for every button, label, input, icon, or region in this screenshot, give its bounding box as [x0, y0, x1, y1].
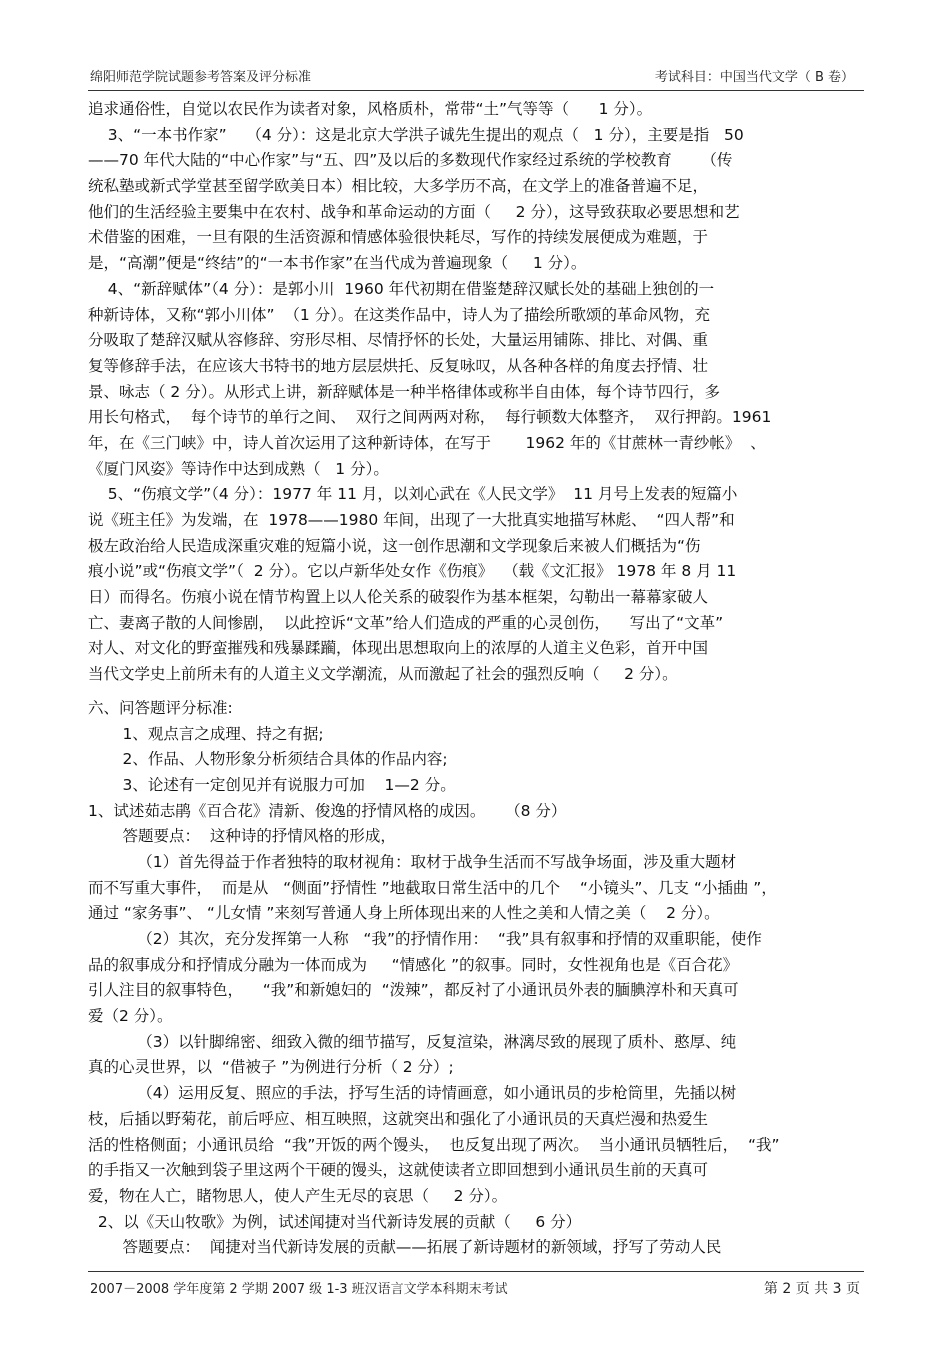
text-line: 复等修辞手法，在应该大书特书的地方层层烘托、反复咏叹，从各种各样的角度去抒情、壮 — [88, 356, 709, 375]
text-line: 5、“伤痕文学”（4 分）：1977 年 11 月，以刘心武在《人民文学》 11 月号上发表的短篇小 — [88, 485, 738, 504]
text-line: 痕小说”或“伤痕文学”（ 2 分）。它以卢新华处女作《伤痕》 （载《文汇报》 1978 年 8 月 11 — [88, 562, 737, 581]
text-line: 2、作品、人物形象分析须结合具体的作品内容; — [88, 750, 448, 769]
text-line: 爱，物在人亡，睹物思人，使人产生无尽的哀思（ 2 分）。 — [88, 1186, 508, 1205]
text-line: 分吸取了楚辞汉赋从容修辞、穷形尽相、尽情抒怀的长处，大量运用铺陈、排比、对偶、重 — [88, 331, 709, 350]
text-line: 当代文学史上前所未有的人道主义文学潮流，从而激起了社会的强烈反响（ 2 分）。 — [88, 665, 678, 684]
text-line: 3、“一本书作家” （4 分）：这是北京大学洪子诚先生提出的观点（ 1 分），主要是指 50 — [88, 125, 744, 144]
essay-answers — [88, 799, 864, 1261]
text-line: 种新诗体，又称“郭小川体” （1 分）。在这类作品中，诗人为了描绘所歌颂的革命风物，充 — [88, 305, 710, 324]
text-line: 他们的生活经验主要集中在农村、战争和革命运动的方面（ 2 分），这导致获取必要思想和艺 — [88, 202, 740, 221]
header-rule — [88, 90, 864, 91]
answer-body — [88, 97, 864, 1261]
text-line: ——70 年代大陆的“中心作家”与“五、四”及以后的多数现代作家经过系统的学校教育 （传 — [88, 151, 733, 170]
text-line: 爱（2 分）。 — [88, 1007, 173, 1026]
footer-exam-info: 2007－2008 学年度第 2 学期 2007 级 1-3 班汉语言文学本科期末考试 — [90, 1282, 508, 1297]
text-line: （3）以针脚绵密、细致入微的细节描写，反复渲染，淋漓尽致的展现了质朴、憨厚、纯 — [88, 1032, 737, 1051]
text-line: 景、咏志（ 2 分）。从形式上讲，新辞赋体是一种半格律体或称半自由体，每个诗节四行，多 — [88, 382, 720, 401]
text-line: （1）首先得益于作者独特的取材视角：取材于战争生活而不写战争场面，涉及重大题材 — [88, 852, 737, 871]
text-line: 六、问答题评分标准: — [88, 698, 233, 717]
text-line: 对人、对文化的野蛮摧残和残暴蹂躏，体现出思想取向上的浓厚的人道主义色彩，首开中国 — [88, 639, 709, 658]
text-line: 1、观点言之成理、持之有据; — [88, 724, 324, 743]
text-line: 答题要点： 这种诗的抒情风格的形成， — [88, 827, 396, 846]
text-line: 4、“新辞赋体”（4 分）：是郭小川 1960 年代初期在借鉴楚辞汉赋长处的基础上独创的一 — [88, 279, 715, 298]
text-line: 术借鉴的困难，一旦有限的生活资源和情感体验很快耗尽，写作的持续发展便成为难题，于 — [88, 228, 709, 247]
text-line: 《厦门风姿》等诗作中达到成熟（ 1 分）。 — [88, 459, 389, 478]
header-subject: 考试科目：中国当代文学（ B 卷） — [654, 70, 854, 85]
text-line: 是，“高潮”便是“终结”的“一本书作家”在当代成为普遍现象（ 1 分）。 — [88, 254, 587, 273]
footer-page-number: 第 2 页 共 3 页 — [763, 1281, 860, 1297]
text-line: 用长句格式， 每个诗节的单行之间、 双行之间两两对称， 每行顿数大体整齐， 双行押韵。1961 — [88, 408, 772, 427]
text-line: 年，在《三门峡》中，诗人首次运用了这种新诗体，在写于 1962 年的《甘蔗林一青纱帐》 、 — [88, 433, 766, 452]
text-line: 而不写重大事件， 而是从 “侧面”抒情性 ”地截取日常生活中的几个 “小镜头”、几支 “小插曲 ”， — [88, 878, 777, 897]
text-line: 日）而得名。伤痕小说在情节构置上以人伦关系的破裂作为基本框架，勾勒出一幕幕家破人 — [88, 588, 709, 607]
text-line: 通过 “家务事”、 “儿女情 ”来刻写普通人身上所体现出来的人性之美和人情之美（ 2 分）。 — [88, 904, 720, 923]
text-line: （4）运用反复、照应的手法，抒写生活的诗情画意，如小通讯员的步枪筒里，先插以树 — [88, 1084, 737, 1103]
text-line: 追求通俗性，自觉以农民作为读者对象，风格质朴，常带“土”气等等（ 1 分）。 — [88, 100, 653, 118]
header-school-title: 绵阳师范学院试题参考答案及评分标准 — [90, 70, 312, 85]
text-line: 说《班主任》为发端，在 1978——1980 年间，出现了一大批真实地描写林彪、 “四人帮”和 — [88, 511, 735, 529]
essay-grading-criteria — [88, 696, 864, 799]
text-line: 2、以《天山牧歌》为例，试述闻捷对当代新诗发展的贡献（ 6 分） — [88, 1212, 582, 1231]
text-line: 亡、妻离子散的人间惨剧， 以此控诉“文革”给人们造成的严重的心灵创伤， 写出了“文革” — [88, 613, 724, 632]
text-line: （2）其次，充分发挥第一人称 “我”的抒情作用： “我”具有叙事和抒情的双重职能，使作 — [88, 930, 762, 948]
text-line: 枝，后插以野菊花，前后呼应、相互映照，这就突出和强化了小通讯员的天真烂漫和热爱生 — [88, 1109, 709, 1128]
text-line: 3、论述有一定创见并有说服力可加 1—2 分。 — [88, 775, 456, 794]
text-line: 引人注目的叙事特色， “我”和新媳妇的 “泼辣”，都反衬了小通讯员外表的腼腆淳朴和天真可 — [88, 981, 739, 1000]
term-explanations — [88, 97, 864, 688]
text-line: 1、试述茹志鹃《百合花》清新、俊逸的抒情风格的成因。 （8 分） — [88, 801, 567, 820]
text-line: 真的心灵世界，以 “借被子 ”为例进行分析（ 2 分）; — [88, 1058, 454, 1077]
text-line: 答题要点： 闻捷对当代新诗发展的贡献——拓展了新诗题材的新领域，抒写了劳动人民 — [88, 1238, 722, 1257]
text-line: 统私塾或新式学堂甚至留学欧美日本）相比较，大多学历不高，在文学上的准备普遍不足， — [88, 177, 709, 196]
text-line: 极左政治给人民造成深重灾难的短篇小说，这一创作思潮和文学现象后来被人们概括为“伤 — [88, 536, 701, 555]
text-line: 的手指又一次触到袋子里这两个干硬的馒头，这就使读者立即回想到小通讯员生前的天真可 — [88, 1161, 709, 1180]
footer-rule — [88, 1271, 864, 1272]
text-line: 品的叙事成分和抒情成分融为一体而成为 “情感化 ”的叙事。同时，女性视角也是《百合花》 — [88, 955, 739, 974]
text-line: 活的性格侧面；小通讯员给 “我”开饭的两个馒头， 也反复出现了两次。 当小通讯员牺牲后， “我” — [88, 1135, 780, 1154]
